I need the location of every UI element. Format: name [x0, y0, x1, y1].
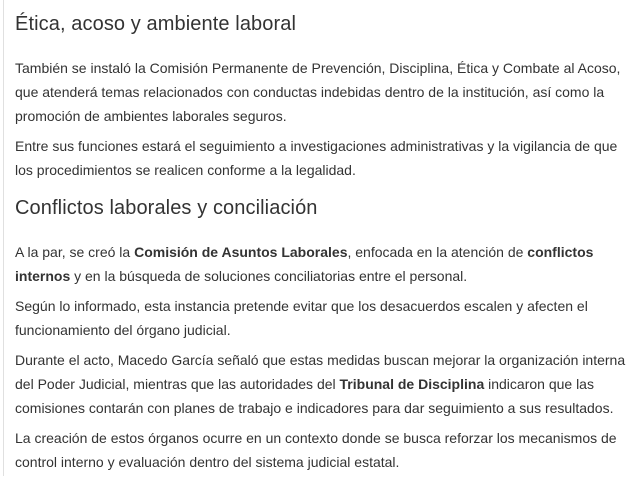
- paragraph: [15, 240, 627, 288]
- paragraph: [15, 294, 627, 342]
- bold-text-run: conflictos internos: [15, 244, 594, 284]
- section-heading: Conflictos laborales y conciliación: [15, 197, 318, 219]
- text-run: La creación de estos órganos ocurre en un contexto donde se busca reforzar los mecanismos de control interno y evaluación dentro del sistema judicial estatal.: [15, 430, 617, 470]
- bold-text-run: Tribunal de Disciplina: [339, 376, 485, 392]
- text-run: Entre sus funciones estará el seguimiento a investigaciones administrativas y la vigilancia de que los procedimientos se realicen conforme a la legalidad.: [15, 138, 618, 178]
- article-content: [15, 0, 627, 480]
- text-run: A la par, se creó la: [15, 244, 135, 260]
- paragraph: [15, 426, 627, 474]
- paragraph: [15, 348, 627, 420]
- paragraph: [15, 134, 627, 182]
- text-run: Durante el acto, Macedo García señaló que estas medidas buscan mejorar la organización interna del Poder Judicial, mientras que las autoridades del: [15, 352, 626, 392]
- content-left-border: [3, 0, 4, 476]
- bold-text-run: Comisión de Asuntos Laborales: [134, 244, 348, 260]
- text-run: Según lo informado, esta instancia pretende evitar que los desacuerdos escalen y afecten el funcionamiento del órgano judicial.: [15, 298, 588, 338]
- text-run: y en la búsqueda de soluciones conciliatorias entre el personal.: [70, 268, 468, 284]
- paragraph: [15, 56, 627, 128]
- section-heading: Ética, acoso y ambiente laboral: [15, 13, 297, 35]
- text-run: , enfocada en la atención de: [347, 244, 528, 260]
- text-run: También se instaló la Comisión Permanente de Prevención, Disciplina, Ética y Combate al Acoso, que atenderá temas relacionados con conductas indebidas dentro de la institución, así como la promoción de ambientes laborales seguros.: [15, 60, 621, 124]
- text-run: indicaron que las comisiones contarán con planes de trabajo e indicadores para dar seguimiento a sus resultados.: [15, 376, 614, 416]
